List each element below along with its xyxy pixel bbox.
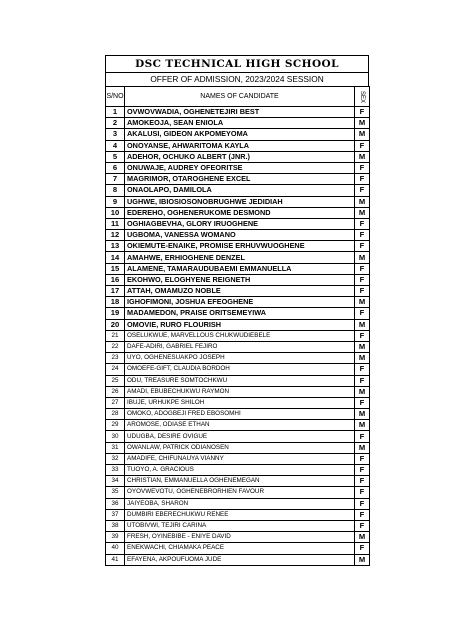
sex-cell: M — [355, 129, 370, 140]
sex-cell: F — [355, 162, 370, 173]
sex-cell: M — [355, 196, 370, 207]
serial-number-cell: 15 — [106, 263, 125, 274]
candidate-name-cell: FRESH, OYINEBIBE - ENIYE DAVID — [125, 532, 355, 543]
serial-number-cell: 23 — [106, 353, 125, 364]
serial-number-cell: 4 — [106, 140, 125, 151]
sex-cell: F — [355, 465, 370, 476]
table-row — [106, 431, 370, 442]
table-row — [106, 442, 370, 453]
candidate-name-cell: ODU, TREASURE SOMTOCHKWU — [125, 375, 355, 386]
sex-cell: F — [355, 185, 370, 196]
candidate-name-cell: ADEHOR, OCHUKO ALBERT (JNR.) — [125, 151, 355, 162]
serial-number-cell: 20 — [106, 319, 125, 330]
table-row — [106, 330, 370, 341]
table-row — [106, 129, 370, 140]
table-row — [106, 185, 370, 196]
serial-number-cell: 39 — [106, 532, 125, 543]
table-row — [106, 140, 370, 151]
sex-cell: F — [355, 476, 370, 487]
table-row — [106, 297, 370, 308]
candidate-name-cell: OMOVIE, RURO FLOURISH — [125, 319, 355, 330]
candidate-name-cell: DAFE-ADIRI, GABRIEL FEJIRO — [125, 341, 355, 352]
serial-number-cell: 19 — [106, 308, 125, 319]
serial-number-cell: 17 — [106, 286, 125, 297]
serial-number-cell: 25 — [106, 375, 125, 386]
sex-cell: F — [355, 509, 370, 520]
serial-number-cell: 35 — [106, 487, 125, 498]
table-row — [106, 386, 370, 397]
table-row — [106, 263, 370, 274]
sex-cell: M — [355, 118, 370, 129]
serial-number-cell: 1 — [106, 107, 125, 118]
candidate-name-cell: AMOKEOJA, SEAN ENIOLA — [125, 118, 355, 129]
serial-number-cell: 2 — [106, 118, 125, 129]
table-row — [106, 476, 370, 487]
sex-cell: M — [355, 554, 370, 565]
serial-number-cell: 7 — [106, 174, 125, 185]
serial-number-cell: 34 — [106, 476, 125, 487]
serial-number-cell: 5 — [106, 151, 125, 162]
table-row — [106, 151, 370, 162]
sex-cell: F — [355, 487, 370, 498]
candidate-name-cell: AMADIFE, CHIFUNAUYA VIANNY — [125, 453, 355, 464]
serial-number-cell: 41 — [106, 554, 125, 565]
table-row — [106, 532, 370, 543]
sex-cell: F — [355, 431, 370, 442]
table-row — [106, 509, 370, 520]
serial-number-cell: 21 — [106, 330, 125, 341]
sex-cell: M — [355, 442, 370, 453]
serial-number-cell: 31 — [106, 442, 125, 453]
serial-number-cell: 18 — [106, 297, 125, 308]
candidate-name-cell: IBUJE, URHUKPE SHILOH — [125, 397, 355, 408]
serial-number-cell: 22 — [106, 341, 125, 352]
table-row — [106, 498, 370, 509]
admission-list-sheet — [105, 55, 369, 566]
candidate-name-cell: OKIEMUTE-ENAIKE, PROMISE ERHUVWUOGHENE — [125, 241, 355, 252]
sex-cell: M — [355, 532, 370, 543]
candidate-name-cell: UYO, OGHENESUAKPO JOSEPH — [125, 353, 355, 364]
candidate-name-cell: MAGRIMOR, OTAROGHENE EXCEL — [125, 174, 355, 185]
table-row — [106, 196, 370, 207]
candidate-name-cell: AMADI, EBUBECHUKWU RAYMON — [125, 386, 355, 397]
sex-cell: F — [355, 241, 370, 252]
candidate-name-cell: OMOKO, ADOGBEJI FRED EBOSOMHI — [125, 409, 355, 420]
candidate-name-cell: OWANLAW, PATRICK ODIANOSEN — [125, 442, 355, 453]
candidate-name-cell: OGHIAGBEVHA, GLORY IRUOGHENE — [125, 218, 355, 229]
candidate-name-cell: AMAHWE, ERHIOGHENE DENZEL — [125, 252, 355, 263]
serial-number-cell: 36 — [106, 498, 125, 509]
sex-cell: M — [355, 297, 370, 308]
candidate-name-cell: AROMOSE, ODIASE ETHAN — [125, 420, 355, 431]
sex-cell: M — [355, 252, 370, 263]
serial-number-cell: 28 — [106, 409, 125, 420]
serial-number-cell: 24 — [106, 364, 125, 375]
table-row — [106, 341, 370, 352]
sex-cell: M — [355, 151, 370, 162]
sno-header: S/NO — [106, 87, 125, 107]
serial-number-cell: 38 — [106, 520, 125, 531]
sex-cell: M — [355, 341, 370, 352]
sex-cell: F — [355, 230, 370, 241]
sex-header — [355, 87, 370, 107]
sex-cell: F — [355, 498, 370, 509]
table-row — [106, 453, 370, 464]
sex-cell: M — [355, 207, 370, 218]
sex-cell: F — [355, 263, 370, 274]
serial-number-cell: 9 — [106, 196, 125, 207]
table-row — [106, 543, 370, 554]
table-row — [106, 465, 370, 476]
candidate-name-cell: UDUGBA, DESIRE OVIGUE — [125, 431, 355, 442]
serial-number-cell: 16 — [106, 274, 125, 285]
serial-number-cell: 6 — [106, 162, 125, 173]
sex-cell: F — [355, 218, 370, 229]
table-row — [106, 420, 370, 431]
table-row — [106, 274, 370, 285]
candidate-name-cell: EKOHWO, ELOGHYENE REIGNETH — [125, 274, 355, 285]
table-row — [106, 554, 370, 565]
candidate-name-cell: IGHOFIMONI, JOSHUA EFEOGHENE — [125, 297, 355, 308]
serial-number-cell: 11 — [106, 218, 125, 229]
candidate-name-cell: OYOVWEVOTU, OGHENEBRORHIEN FAVOUR — [125, 487, 355, 498]
table-row — [106, 230, 370, 241]
candidate-name-cell: AKALUSI, GIDEON AKPOMEYOMA — [125, 129, 355, 140]
table-row — [106, 487, 370, 498]
sex-cell: M — [355, 409, 370, 420]
table-row — [106, 207, 370, 218]
candidate-name-cell: ONAOLAPO, DAMILOLA — [125, 185, 355, 196]
sex-cell: F — [355, 397, 370, 408]
name-header: NAMES OF CANDIDATE — [125, 87, 355, 107]
sex-cell: M — [355, 353, 370, 364]
candidate-name-cell: OVWOVWADIA, OGHENETEJIRI BEST — [125, 107, 355, 118]
candidate-name-cell: OSELUKWUE, MARVELLOUS CHUKWUDIEBELE — [125, 330, 355, 341]
sex-cell: F — [355, 174, 370, 185]
serial-number-cell: 29 — [106, 420, 125, 431]
candidate-name-cell: CHRISTIAN, EMMANUELLA OGHENEMEGAN — [125, 476, 355, 487]
serial-number-cell: 37 — [106, 509, 125, 520]
candidate-name-cell: ONOYANSE, AHWARITOMA KAYLA — [125, 140, 355, 151]
sex-header-label: SEX — [358, 90, 365, 103]
serial-number-cell: 14 — [106, 252, 125, 263]
table-row — [106, 353, 370, 364]
serial-number-cell: 12 — [106, 230, 125, 241]
serial-number-cell: 40 — [106, 543, 125, 554]
table-row — [106, 397, 370, 408]
serial-number-cell: 30 — [106, 431, 125, 442]
candidate-name-cell: MADAMEDON, PRAISE ORITSEMEYIWA — [125, 308, 355, 319]
candidate-name-cell: ATTAH, OMAMUZO NOBLE — [125, 286, 355, 297]
serial-number-cell: 32 — [106, 453, 125, 464]
table-row — [106, 375, 370, 386]
sex-cell: F — [355, 330, 370, 341]
table-row — [106, 364, 370, 375]
table-row — [106, 409, 370, 420]
table-row — [106, 174, 370, 185]
sex-cell: F — [355, 107, 370, 118]
serial-number-cell: 8 — [106, 185, 125, 196]
sex-cell: M — [355, 319, 370, 330]
candidate-name-cell: DUMBIRI EBERECHUKWU RENEE — [125, 509, 355, 520]
candidate-name-cell: OMOEFE-GIFT, CLAUDIA BORDOH — [125, 364, 355, 375]
school-title: DSC TECHNICAL HIGH SCHOOL — [105, 55, 369, 72]
candidate-name-cell: ONUWAJE, AUDREY OFEORITSE — [125, 162, 355, 173]
candidate-name-cell: ALAMENE, TAMARAUDUBAEMI EMMANUELLA — [125, 263, 355, 274]
candidate-name-cell: UTOBIVWI, TEJIRI CARINA — [125, 520, 355, 531]
table-row — [106, 107, 370, 118]
sex-cell: F — [355, 364, 370, 375]
sex-cell: F — [355, 308, 370, 319]
sex-cell: F — [355, 140, 370, 151]
table-header-row — [106, 87, 370, 107]
sex-cell: F — [355, 274, 370, 285]
table-row — [106, 286, 370, 297]
table-row — [106, 252, 370, 263]
serial-number-cell: 13 — [106, 241, 125, 252]
candidate-name-cell: EDEREHO, OGHENERUKOME DESMOND — [125, 207, 355, 218]
sex-cell: F — [355, 543, 370, 554]
table-row — [106, 308, 370, 319]
candidate-name-cell: JAIYEOBA, SHARON — [125, 498, 355, 509]
serial-number-cell: 33 — [106, 465, 125, 476]
session-subtitle: OFFER OF ADMISSION, 2023/2024 SESSION — [105, 72, 369, 86]
sex-cell: M — [355, 386, 370, 397]
table-row — [106, 520, 370, 531]
table-row — [106, 241, 370, 252]
candidate-name-cell: UGBOMA, VANESSA WOMANO — [125, 230, 355, 241]
candidates-table — [105, 86, 370, 566]
sex-cell: M — [355, 420, 370, 431]
sex-cell: F — [355, 453, 370, 464]
serial-number-cell: 27 — [106, 397, 125, 408]
sex-cell: F — [355, 286, 370, 297]
sex-cell: F — [355, 520, 370, 531]
table-row — [106, 162, 370, 173]
serial-number-cell: 26 — [106, 386, 125, 397]
table-row — [106, 319, 370, 330]
candidates-table-body — [106, 107, 370, 566]
serial-number-cell: 3 — [106, 129, 125, 140]
table-row — [106, 218, 370, 229]
candidate-name-cell: ENEKWACHI, CHIAMAKA PEACE — [125, 543, 355, 554]
sex-cell: F — [355, 375, 370, 386]
table-row — [106, 118, 370, 129]
candidate-name-cell: UGHWE, IBIOSIOSONOBRUGHWE JEDIDIAH — [125, 196, 355, 207]
candidate-name-cell: EFAYENA, AKPOUFUOMA JUDE — [125, 554, 355, 565]
candidate-name-cell: TUOYO, A. GRACIOUS — [125, 465, 355, 476]
serial-number-cell: 10 — [106, 207, 125, 218]
